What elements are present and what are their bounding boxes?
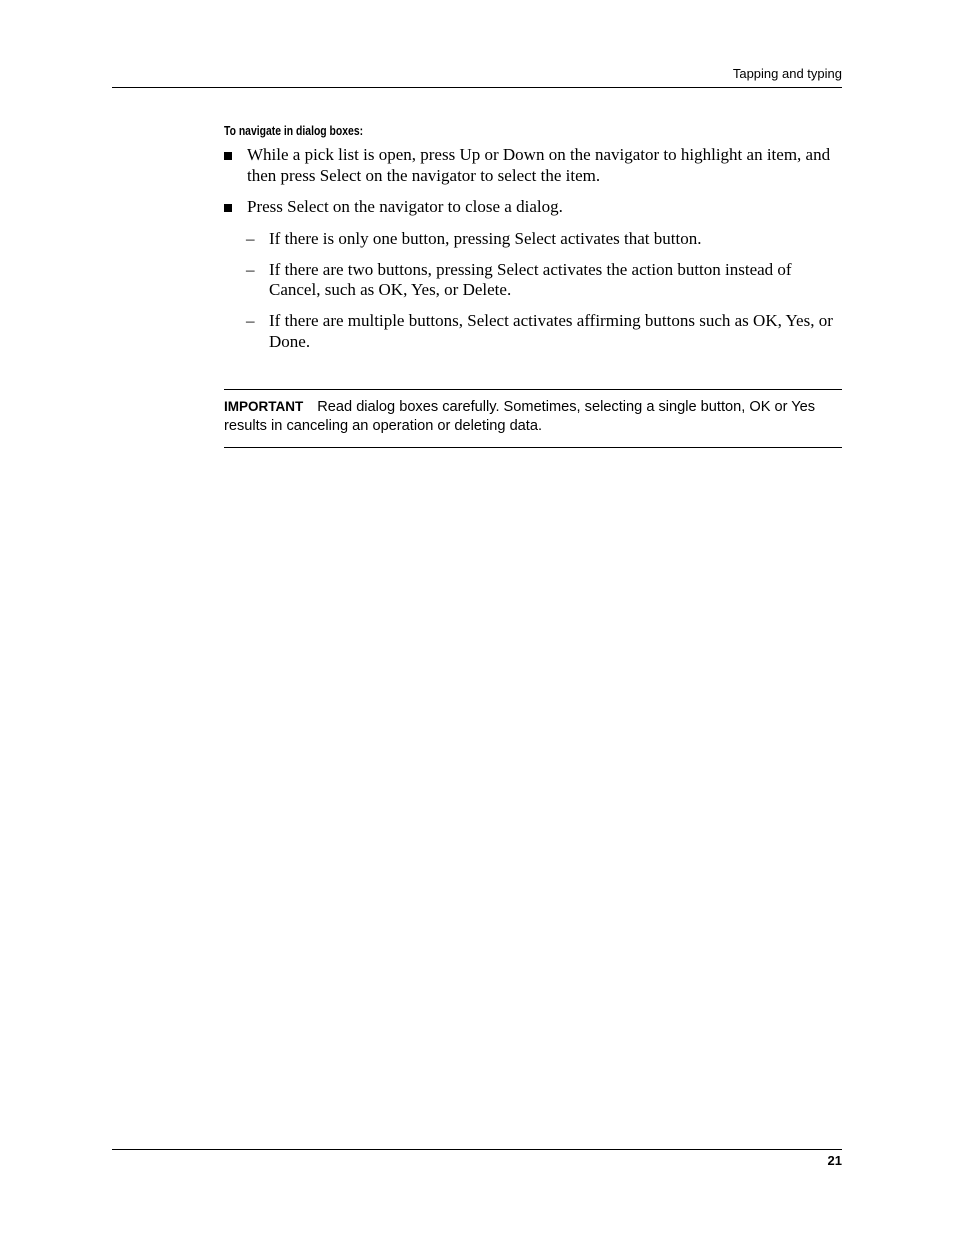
square-bullet-icon [224,152,232,160]
dash-bullet-icon: – [246,311,255,330]
running-header: Tapping and typing [732,66,842,81]
square-bullet-icon [224,204,232,212]
sub-item-text: If there are two buttons, pressing Select activates the action button instead of Cancel, such as OK, Yes, or Delete. [269,259,792,299]
sub-list-item [224,311,842,352]
sub-list-item [224,260,842,301]
instruction-list [224,145,842,352]
bullet-text: While a pick list is open, press Up or Down on the navigator to highlight an item, and then press Select on the navigator to select the item. [247,145,831,185]
header-rule [112,87,842,88]
dash-bullet-icon: – [246,228,255,248]
section-heading: To navigate in dialog boxes: [224,123,364,138]
bullet-text: Press Select on the navigator to close a dialog. [247,197,563,216]
important-note [224,389,842,448]
sub-item-text: If there are multiple buttons, Select activates affirming buttons such as OK, Yes, or Done. [269,311,833,351]
sub-list-item [224,229,842,250]
page-number: 21 [827,1153,842,1168]
dash-bullet-icon: – [246,259,255,279]
important-label: IMPORTANT [224,399,304,414]
bullet-item [224,197,842,218]
main-content [224,122,842,363]
footer-rule [112,1149,842,1150]
sub-item-text: If there is only one button, pressing Select activates that button. [269,228,702,248]
important-text: Read dialog boxes carefully. Sometimes, selecting a single button, OK or Yes results in canceling an operation or deleting data. [224,399,816,434]
bullet-item [224,145,842,186]
